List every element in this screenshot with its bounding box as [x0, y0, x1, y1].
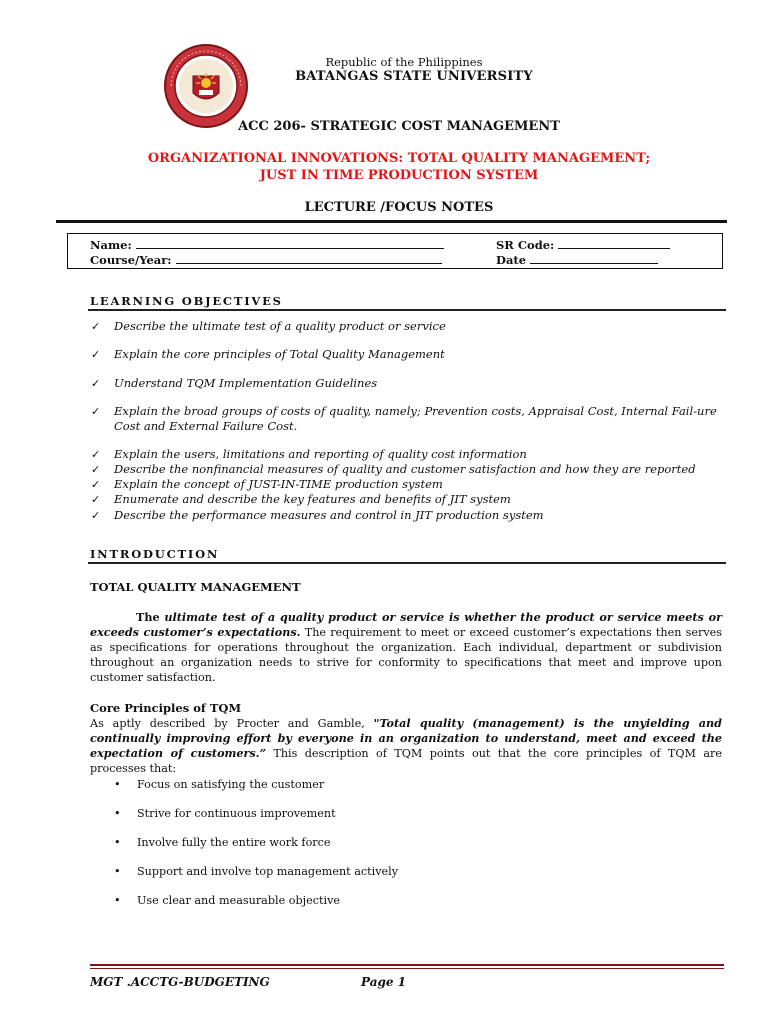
checkmark-icon: ✓ [91, 377, 101, 390]
checkmark-icon: ✓ [91, 493, 101, 506]
introduction-heading: INTRODUCTION [90, 547, 220, 561]
university-name: BATANGAS STATE UNIVERSITY [295, 69, 533, 84]
course-year-blank[interactable] [176, 252, 442, 264]
objective-item: ✓ Explain the users, limitations and reporting of quality cost information [91, 447, 527, 461]
checkmark-icon: ✓ [91, 320, 101, 333]
lecture-notes-label: LECTURE /FOCUS NOTES [304, 200, 494, 215]
checkmark-icon: ✓ [91, 478, 101, 491]
course-year-label: Course/Year: [90, 253, 172, 267]
tqm-paragraph: The ultimate test of a quality product or service is whether the product or service meets or exceeds customer’s expectations. The requirement to meet or exceed customer’s expectations then serves as specifications for operations throughout the organization. Each individual, department or subdivision throughout an organization needs to strive for conformity to specifications that meet and improve upon customer satisfaction. [90, 610, 722, 684]
checkmark-icon: ✓ [91, 463, 101, 476]
date-blank[interactable] [530, 252, 658, 264]
course-year-field[interactable] [90, 252, 442, 267]
learning-objectives-heading: LEARNING OBJECTIVES [90, 294, 283, 308]
topic-title-line-2: JUST IN TIME PRODUCTION SYSTEM [259, 168, 539, 183]
header-divider [56, 220, 727, 223]
bullet-icon: • [114, 778, 121, 791]
footer-divider [90, 964, 724, 966]
learning-objectives-rule [88, 309, 726, 311]
objective-item: ✓ Explain the broad groups of costs of quality, namely; Prevention costs, Appraisal Cost, Internal Fail-ure Cost and External Failure Cost. [91, 404, 717, 433]
footer-course-label: MGT .ACCTG-BUDGETING [90, 975, 270, 989]
list-item: • Use clear and measurable objective [114, 894, 341, 907]
objective-item: ✓ Describe the nonfinancial measures of quality and customer satisfaction and how they are reported [91, 462, 696, 476]
sr-code-label: SR Code: [496, 238, 555, 252]
course-title: ACC 206- STRATEGIC COST MANAGEMENT [238, 119, 560, 134]
bullet-icon: • [114, 865, 121, 878]
list-item: • Involve fully the entire work force [114, 836, 331, 849]
page-number: Page 1 [361, 975, 407, 989]
objective-item: ✓ Understand TQM Implementation Guidelines [91, 376, 378, 390]
sr-code-field[interactable] [496, 237, 670, 252]
checkmark-icon: ✓ [91, 405, 101, 418]
date-label: Date [496, 253, 527, 267]
checkmark-icon: ✓ [91, 448, 101, 461]
footer-divider-thin [90, 968, 724, 969]
bullet-icon: • [114, 836, 121, 849]
bullet-icon: • [114, 894, 121, 907]
checkmark-icon: ✓ [91, 509, 101, 522]
core-principles-paragraph: As aptly described by Procter and Gamble, "Total quality (management) is the unyielding and continually improving effort by everyone in an organization to understand, meet and exceed the expectation of customers.” This description of TQM points out that the core principles of TQM are processes that: [90, 716, 722, 775]
list-item: • Focus on satisfying the customer [114, 778, 325, 791]
topic-title-line-1: ORGANIZATIONAL INNOVATIONS: TOTAL QUALITY MANAGEMENT; [147, 151, 651, 166]
list-item: • Support and involve top management actively [114, 865, 399, 878]
checkmark-icon: ✓ [91, 348, 101, 361]
student-info-box [67, 233, 723, 269]
objective-item: ✓ Explain the concept of JUST-IN-TIME production system [91, 477, 443, 491]
sr-code-blank[interactable] [558, 237, 670, 249]
objective-item: ✓ Enumerate and describe the key features and benefits of JIT system [91, 492, 511, 506]
date-field[interactable] [496, 252, 658, 267]
objective-item: ✓ Explain the core principles of Total Quality Management [91, 347, 445, 361]
objective-item: ✓ Describe the ultimate test of a quality product or service [91, 319, 446, 333]
name-field[interactable] [90, 237, 444, 252]
core-principles-heading: Core Principles of TQM [90, 701, 242, 715]
introduction-rule [88, 562, 726, 564]
bullet-icon: • [114, 807, 121, 820]
tqm-heading: TOTAL QUALITY MANAGEMENT [90, 580, 301, 594]
name-label: Name: [90, 238, 132, 252]
objective-item: ✓ Describe the performance measures and control in JIT production system [91, 508, 544, 522]
republic-label: Republic of the Philippines [325, 55, 483, 69]
list-item: • Strive for continuous improvement [114, 807, 336, 820]
name-blank[interactable] [136, 237, 444, 249]
